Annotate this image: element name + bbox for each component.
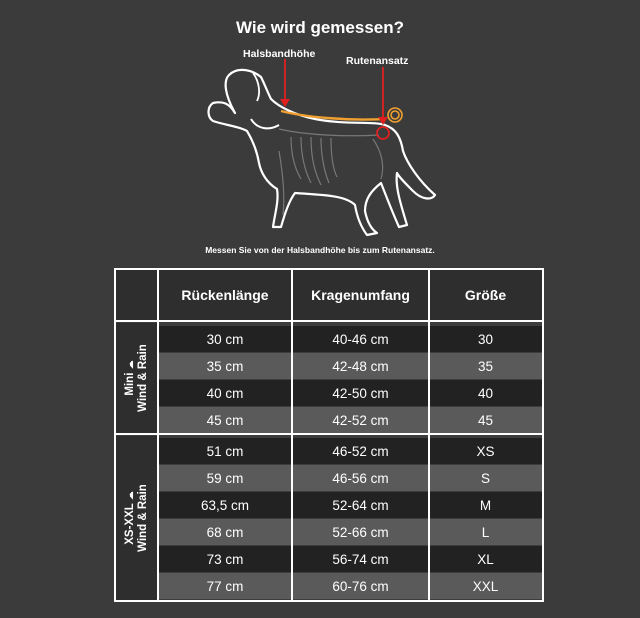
- table-row: [158, 573, 542, 599]
- table-row: [158, 519, 542, 545]
- cell-back-length: 35 cm: [206, 358, 244, 374]
- grid-line: [116, 433, 542, 435]
- measure-line: [281, 111, 385, 120]
- table-row: [158, 380, 542, 406]
- neck-label: Halsbandhöhe: [243, 48, 316, 60]
- group-mini-name: Mini: [124, 372, 136, 396]
- header-collar: Kragenumfang: [292, 270, 429, 320]
- cell-collar: 56-74 cm: [332, 551, 389, 567]
- group-xs-xxl-name: XS-XXL: [124, 503, 136, 545]
- cell-size: L: [481, 524, 490, 540]
- cell-back-length: 45 cm: [206, 412, 244, 428]
- tail-base-marker: [377, 127, 389, 139]
- measure-caption: Messen Sie von der Halsbandhöhe bis zum Rutenansatz.: [205, 245, 435, 255]
- cell-collar: 40-46 cm: [332, 331, 389, 347]
- cell-back-length: 59 cm: [206, 470, 244, 486]
- group-label-xs-xxl: [116, 436, 158, 600]
- grid-line: [116, 320, 542, 322]
- cell-size: XXL: [472, 578, 499, 594]
- table-row: [158, 407, 542, 433]
- cell-back-length: 30 cm: [206, 331, 244, 347]
- table-row: [158, 438, 542, 464]
- cell-collar: 46-56 cm: [332, 470, 389, 486]
- table-row: [158, 353, 542, 379]
- cell-collar: 52-64 cm: [332, 497, 389, 513]
- cell-back-length: 68 cm: [206, 524, 244, 540]
- dog-ear: [253, 73, 259, 101]
- cell-back-length: 40 cm: [206, 385, 244, 401]
- cell-collar: 52-66 cm: [332, 524, 389, 540]
- group-mini-sub: Wind & Rain: [137, 344, 149, 412]
- cell-collar: 60-76 cm: [332, 578, 389, 594]
- dog-collar: [251, 119, 279, 128]
- cell-size: 40: [477, 385, 494, 401]
- header-back-length: Rückenlänge: [158, 270, 292, 320]
- cell-size: 30: [477, 331, 494, 347]
- cloud-icon: ☁: [125, 360, 135, 370]
- cell-back-length: 73 cm: [206, 551, 244, 567]
- tail-curl: [388, 108, 402, 122]
- cell-size: 35: [477, 358, 494, 374]
- cloud-icon: ☁: [125, 491, 135, 501]
- group-label-mini: [116, 323, 158, 433]
- cell-size: S: [480, 470, 490, 486]
- header-empty-cell: [116, 270, 158, 320]
- table-row: [158, 492, 542, 518]
- tail-label: Rutenansatz: [346, 55, 409, 67]
- cell-back-length: 77 cm: [206, 578, 244, 594]
- dog-diagram: [195, 55, 445, 245]
- page-title: Wie wird gemessen?: [235, 18, 404, 37]
- cell-size: M: [479, 497, 492, 513]
- cell-collar: 42-52 cm: [332, 412, 389, 428]
- cell-back-length: 51 cm: [206, 443, 244, 459]
- cell-back-length: 63,5 cm: [200, 497, 250, 513]
- size-table: [114, 268, 544, 602]
- cell-size: XL: [477, 551, 494, 567]
- cell-collar: 46-52 cm: [332, 443, 389, 459]
- table-row: [158, 546, 542, 572]
- group-xs-xxl-sub: Wind & Rain: [137, 484, 149, 552]
- table-row: [158, 465, 542, 491]
- cell-size: 45: [477, 412, 494, 428]
- cell-collar: 42-48 cm: [332, 358, 389, 374]
- cell-collar: 42-50 cm: [332, 385, 389, 401]
- cell-size: XS: [476, 443, 495, 459]
- header-size: Größe: [429, 270, 542, 320]
- table-row: [158, 326, 542, 352]
